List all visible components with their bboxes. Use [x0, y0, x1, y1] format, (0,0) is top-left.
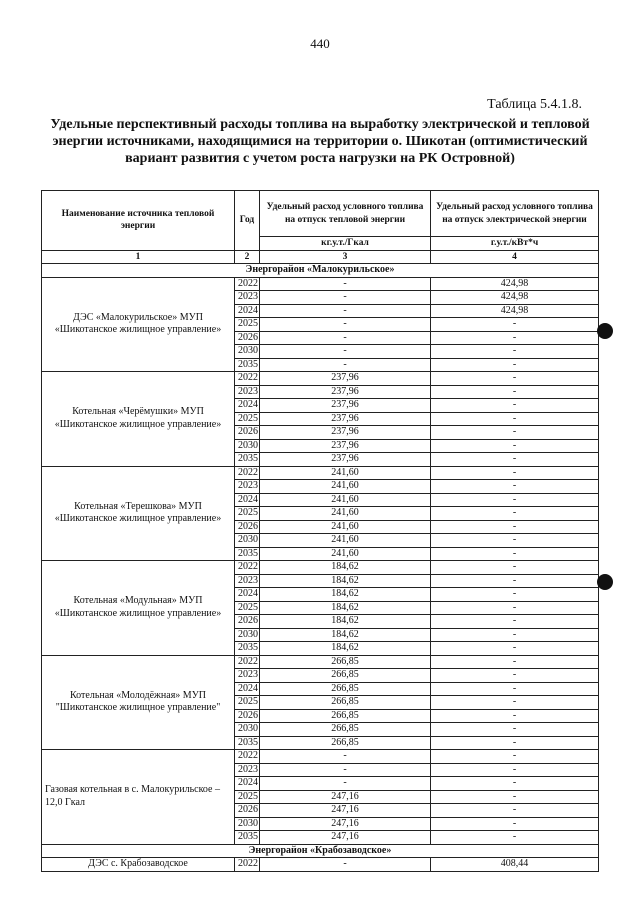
year-cell: 2023	[235, 385, 260, 399]
electric-fuel-value: -	[431, 601, 599, 615]
heat-fuel-value: 247,16	[260, 790, 431, 804]
electric-fuel-value: -	[431, 763, 599, 777]
year-cell: 2022	[235, 655, 260, 669]
heat-fuel-value: -	[260, 358, 431, 372]
year-cell: 2035	[235, 453, 260, 467]
electric-fuel-value: -	[431, 561, 599, 575]
source-name: Котельная «Черёмушки» МУП «Шикотанское жилищное управление»	[42, 372, 235, 467]
electric-fuel-value: -	[431, 628, 599, 642]
year-cell: 2025	[235, 696, 260, 710]
year-cell: 2023	[235, 669, 260, 683]
heat-fuel-value: -	[260, 858, 431, 872]
region-label: Энергорайон «Крабозаводское»	[42, 844, 599, 858]
electric-fuel-value: -	[431, 655, 599, 669]
electric-fuel-value: -	[431, 345, 599, 359]
heat-fuel-value: 266,85	[260, 682, 431, 696]
heat-fuel-value: 241,60	[260, 547, 431, 561]
year-cell: 2035	[235, 547, 260, 561]
electric-fuel-value: -	[431, 358, 599, 372]
year-cell: 2025	[235, 412, 260, 426]
heat-fuel-value: -	[260, 345, 431, 359]
electric-fuel-value: -	[431, 466, 599, 480]
heat-fuel-value: 184,62	[260, 561, 431, 575]
table-body	[42, 264, 599, 872]
electric-fuel-value: -	[431, 588, 599, 602]
electric-fuel-value: -	[431, 723, 599, 737]
heat-fuel-value: 184,62	[260, 628, 431, 642]
year-cell: 2030	[235, 723, 260, 737]
electric-fuel-value: 424,98	[431, 304, 599, 318]
table-row	[42, 750, 599, 764]
heat-fuel-value: 237,96	[260, 399, 431, 413]
year-cell: 2026	[235, 709, 260, 723]
table-row	[42, 858, 599, 872]
heat-fuel-value: 241,60	[260, 507, 431, 521]
heat-fuel-value: -	[260, 777, 431, 791]
heat-fuel-value: 266,85	[260, 723, 431, 737]
source-name: Котельная «Молодёжная» МУП "Шикотанское жилищное управление"	[42, 655, 235, 750]
year-cell: 2035	[235, 642, 260, 656]
electric-fuel-value: -	[431, 574, 599, 588]
electric-fuel-value: -	[431, 547, 599, 561]
year-cell: 2024	[235, 777, 260, 791]
source-name: Котельная «Модульная» МУП «Шикотанское жилищное управление»	[42, 561, 235, 656]
table-title: Удельные перспективный расходы топлива на выработку электрической и тепловой энергии источниками, находящимися на территории о. Шикотан (оптимистический вариант развития с учетом роста нагрузки на РК Островной)	[50, 117, 590, 166]
source-name: Газовая котельная в с. Малокурильское – 12,0 Гкал	[42, 750, 235, 845]
heat-fuel-value: -	[260, 277, 431, 291]
year-cell: 2030	[235, 628, 260, 642]
electric-fuel-value: -	[431, 318, 599, 332]
table-row	[42, 277, 599, 291]
header-source-name: Наименование источника тепловой энергии	[42, 191, 235, 251]
electric-fuel-value: -	[431, 385, 599, 399]
heat-fuel-value: 266,85	[260, 736, 431, 750]
region-label: Энергорайон «Малокурильское»	[42, 264, 599, 278]
table-row	[42, 466, 599, 480]
electric-fuel-value: -	[431, 777, 599, 791]
heat-fuel-value: 266,85	[260, 709, 431, 723]
electric-fuel-value: -	[431, 790, 599, 804]
heat-fuel-value: 247,16	[260, 804, 431, 818]
heat-fuel-value: -	[260, 318, 431, 332]
table-row	[42, 372, 599, 386]
year-cell: 2025	[235, 790, 260, 804]
punch-hole-bottom	[597, 574, 613, 590]
header-heat-unit: кг.у.т./Гкал	[260, 237, 431, 251]
electric-fuel-value: 408,44	[431, 858, 599, 872]
heat-fuel-value: 247,16	[260, 817, 431, 831]
heat-fuel-value: 237,96	[260, 426, 431, 440]
heat-fuel-value: 237,96	[260, 385, 431, 399]
year-cell: 2026	[235, 426, 260, 440]
electric-fuel-value: -	[431, 750, 599, 764]
heat-fuel-value: -	[260, 291, 431, 305]
electric-fuel-value: -	[431, 736, 599, 750]
electric-fuel-value: 424,98	[431, 277, 599, 291]
electric-fuel-value: -	[431, 426, 599, 440]
electric-fuel-value: -	[431, 669, 599, 683]
year-cell: 2030	[235, 534, 260, 548]
heat-fuel-value: 241,60	[260, 480, 431, 494]
year-cell: 2022	[235, 858, 260, 872]
column-number: 3	[260, 250, 431, 264]
year-cell: 2024	[235, 304, 260, 318]
heat-fuel-value: 241,60	[260, 534, 431, 548]
year-cell: 2025	[235, 507, 260, 521]
heat-fuel-value: 237,96	[260, 453, 431, 467]
year-cell: 2024	[235, 588, 260, 602]
electric-fuel-value: -	[431, 696, 599, 710]
electric-fuel-value: -	[431, 480, 599, 494]
year-cell: 2025	[235, 601, 260, 615]
year-cell: 2024	[235, 399, 260, 413]
year-cell: 2022	[235, 372, 260, 386]
year-cell: 2026	[235, 331, 260, 345]
electric-fuel-value: -	[431, 372, 599, 386]
column-number: 4	[431, 250, 599, 264]
year-cell: 2030	[235, 439, 260, 453]
heat-fuel-value: 184,62	[260, 601, 431, 615]
electric-fuel-value: -	[431, 804, 599, 818]
electric-fuel-value: -	[431, 831, 599, 845]
electric-fuel-value: -	[431, 534, 599, 548]
heat-fuel-value: 237,96	[260, 439, 431, 453]
electric-fuel-value: -	[431, 615, 599, 629]
region-row	[42, 264, 599, 278]
heat-fuel-value: 241,60	[260, 466, 431, 480]
electric-fuel-value: -	[431, 331, 599, 345]
electric-fuel-value: -	[431, 520, 599, 534]
header-electric-unit: г.у.т./кВт*ч	[431, 237, 599, 251]
source-name: Котельная «Терешкова» МУП «Шикотанское жилищное управление»	[42, 466, 235, 561]
electric-fuel-value: 424,98	[431, 291, 599, 305]
heat-fuel-value: 241,60	[260, 493, 431, 507]
electric-fuel-value: -	[431, 642, 599, 656]
region-row	[42, 844, 599, 858]
source-name: ДЭС с. Крабозаводское	[42, 858, 235, 872]
table-row	[42, 655, 599, 669]
year-cell: 2030	[235, 817, 260, 831]
heat-fuel-value: 184,62	[260, 574, 431, 588]
year-cell: 2023	[235, 763, 260, 777]
heat-fuel-value: 247,16	[260, 831, 431, 845]
source-name: ДЭС «Малокурильское» МУП «Шикотанское жилищное управление»	[42, 277, 235, 372]
table-row	[42, 561, 599, 575]
heat-fuel-value: 184,62	[260, 642, 431, 656]
electric-fuel-value: -	[431, 709, 599, 723]
year-cell: 2023	[235, 480, 260, 494]
header-heat-fuel-rate: Удельный расход условного топлива на отпуск тепловой энергии	[260, 191, 431, 237]
heat-fuel-value: 266,85	[260, 655, 431, 669]
year-cell: 2030	[235, 345, 260, 359]
electric-fuel-value: -	[431, 439, 599, 453]
electric-fuel-value: -	[431, 453, 599, 467]
year-cell: 2026	[235, 804, 260, 818]
year-cell: 2026	[235, 520, 260, 534]
year-cell: 2022	[235, 277, 260, 291]
year-cell: 2023	[235, 291, 260, 305]
heat-fuel-value: 266,85	[260, 669, 431, 683]
fuel-consumption-table	[41, 190, 599, 872]
column-number: 2	[235, 250, 260, 264]
year-cell: 2026	[235, 615, 260, 629]
heat-fuel-value: -	[260, 750, 431, 764]
electric-fuel-value: -	[431, 817, 599, 831]
year-cell: 2022	[235, 561, 260, 575]
year-cell: 2022	[235, 466, 260, 480]
heat-fuel-value: 241,60	[260, 520, 431, 534]
heat-fuel-value: -	[260, 304, 431, 318]
year-cell: 2024	[235, 493, 260, 507]
electric-fuel-value: -	[431, 399, 599, 413]
heat-fuel-value: 184,62	[260, 615, 431, 629]
column-number: 1	[42, 250, 235, 264]
year-cell: 2035	[235, 736, 260, 750]
year-cell: 2035	[235, 358, 260, 372]
electric-fuel-value: -	[431, 493, 599, 507]
heat-fuel-value: -	[260, 763, 431, 777]
electric-fuel-value: -	[431, 507, 599, 521]
heat-fuel-value: -	[260, 331, 431, 345]
page-number: 440	[310, 36, 330, 51]
header-electric-fuel-rate: Удельный расход условного топлива на отпуск электрической энергии	[431, 191, 599, 237]
year-cell: 2035	[235, 831, 260, 845]
heat-fuel-value: 184,62	[260, 588, 431, 602]
punch-hole-top	[597, 323, 613, 339]
electric-fuel-value: -	[431, 412, 599, 426]
year-cell: 2023	[235, 574, 260, 588]
heat-fuel-value: 237,96	[260, 412, 431, 426]
year-cell: 2025	[235, 318, 260, 332]
heat-fuel-value: 237,96	[260, 372, 431, 386]
year-cell: 2024	[235, 682, 260, 696]
heat-fuel-value: 266,85	[260, 696, 431, 710]
electric-fuel-value: -	[431, 682, 599, 696]
year-cell: 2022	[235, 750, 260, 764]
table-id: Таблица 5.4.1.8.	[487, 97, 582, 112]
header-year: Год	[235, 191, 260, 251]
